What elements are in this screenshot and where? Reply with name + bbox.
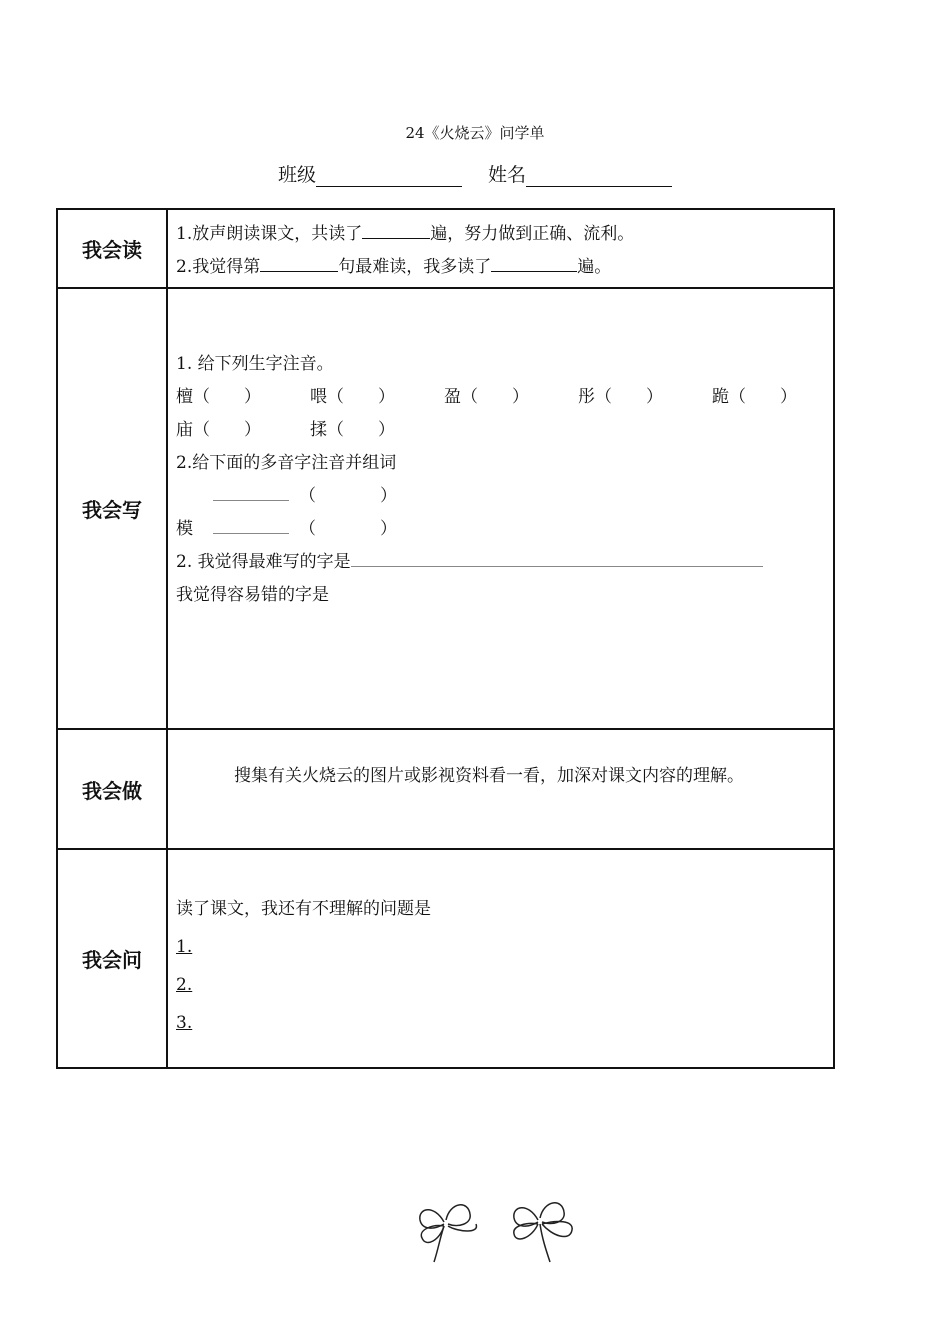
char-item[interactable]: 跪（ ）	[712, 386, 797, 407]
extra-read-blank[interactable]	[491, 249, 577, 272]
read-count-blank[interactable]	[362, 216, 430, 239]
read-line2-mid: 句最难读，我多读了	[338, 256, 492, 277]
write-task2: 2.给下面的多音字注音并组词	[176, 452, 397, 473]
worksheet-table	[56, 208, 835, 1069]
poly-row1	[176, 480, 833, 513]
char-item[interactable]: 彤（ ）	[578, 386, 663, 407]
write-task3: 2. 我觉得最难写的字是	[176, 551, 351, 572]
section-label-write: 我会写	[57, 288, 167, 729]
char-item[interactable]: 盈（ ）	[444, 386, 529, 407]
pinyin-blank[interactable]	[213, 482, 289, 501]
page-title: 24《火烧云》问学单	[405, 124, 545, 142]
write-task1: 1. 给下列生字注音。	[176, 353, 334, 374]
char-item[interactable]: 檀（ ）	[176, 386, 261, 407]
section-label-read: 我会读	[57, 209, 167, 288]
class-label: 班级	[277, 164, 316, 186]
question-item[interactable]: 1.	[176, 936, 193, 957]
paren-open: （	[299, 518, 316, 539]
pinyin-row1	[176, 381, 833, 414]
row-ask	[57, 849, 834, 1068]
class-blank[interactable]	[316, 166, 462, 187]
hard-char-row	[176, 546, 833, 579]
paren-open: （	[299, 485, 316, 506]
question-item[interactable]: 2.	[176, 974, 193, 995]
clover-icon	[410, 1190, 590, 1270]
poly-char: 模	[176, 518, 193, 539]
row-do	[57, 729, 834, 849]
ask-prompt: 读了课文，我还有不理解的问题是	[176, 898, 431, 919]
hard-char-blank[interactable]	[351, 548, 763, 567]
section-label-do: 我会做	[57, 729, 167, 849]
question-item[interactable]: 3.	[176, 1012, 193, 1033]
pinyin-blank[interactable]	[213, 515, 289, 534]
char-item[interactable]: 喂（ ）	[310, 386, 395, 407]
read-line2-text: 2.我觉得第	[176, 256, 261, 277]
section-content-read	[167, 209, 834, 288]
student-info	[0, 160, 950, 187]
char-item[interactable]: 揉（ ）	[310, 419, 395, 440]
read-line1-tail: 遍，努力做到正确、流利。	[430, 223, 635, 244]
name-label: 姓名	[488, 164, 527, 186]
char-item[interactable]: 庙（ ）	[176, 419, 261, 440]
poly-row2	[176, 513, 833, 546]
read-line2-tail: 遍。	[577, 256, 612, 277]
section-content-do	[167, 729, 834, 849]
section-content-ask	[167, 849, 834, 1068]
paren-close: ）	[380, 518, 397, 539]
clover-decoration	[410, 1190, 590, 1270]
paren-close: ）	[380, 485, 397, 506]
hard-sentence-blank[interactable]	[260, 249, 338, 272]
read-line1-text: 1.放声朗读课文，共读了	[176, 223, 363, 244]
section-content-write	[167, 288, 834, 729]
do-text: 搜集有关火烧云的图片或影视资料看一看，加深对课文内容的理解。	[234, 766, 744, 786]
pinyin-row2	[176, 414, 833, 447]
name-blank[interactable]	[526, 166, 672, 187]
row-read	[57, 209, 834, 288]
section-label-ask: 我会问	[57, 849, 167, 1068]
write-task4: 我觉得容易错的字是	[176, 584, 329, 605]
row-write	[57, 288, 834, 729]
